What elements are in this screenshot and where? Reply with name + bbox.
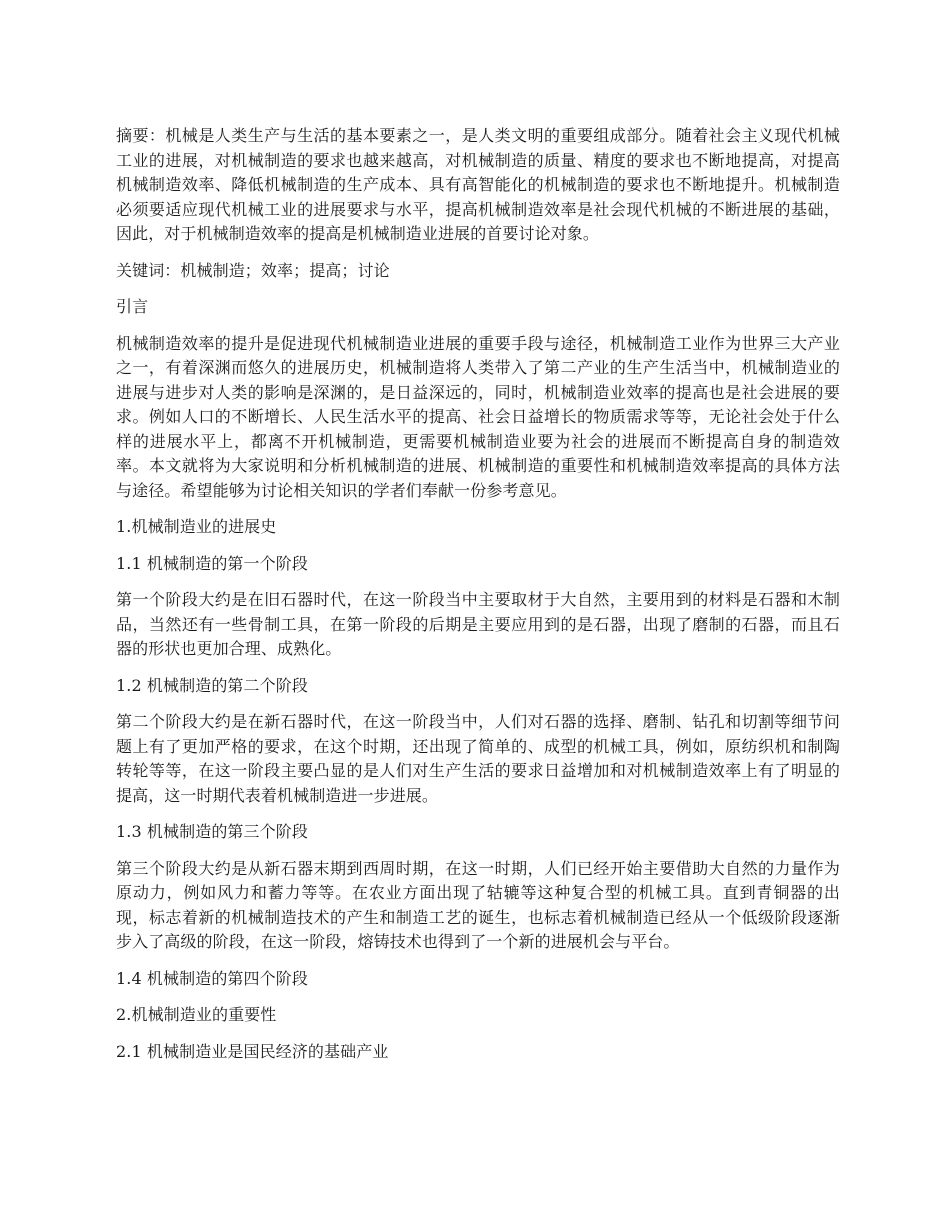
section-2-heading: 2.机械制造业的重要性 [116, 1005, 277, 1024]
section-1-3-heading: 1.3 机械制造的第三个阶段 [116, 822, 308, 841]
intro-paragraph: 机械制造效率的提升是促进现代机械制造业进展的重要手段与途径，机械制造工业作为世界三大产业之一，有着深渊而悠久的进展历史，机械制造将人类带入了第二产业的生产生活当中，机械制造业的进展与进步对人类的影响是深渊的，是日益深远的，同时，机械制造业效率的提高也是社会进展的要求。例如人口的不断增长、人民生活水平的提高、社会日益增长的物质需求等等，无论社会处于什么样的进展水平上，都离不开机械制造，更需要机械制造业要为社会的进展而不断提高自身的制造效率。本文就将为大家说明和分析机械制造的进展、机械制造的重要性和机械制造效率提高的具体方法与途径。希望能够为讨论相关知识的学者们奉献一份参考意见。 [116, 333, 840, 500]
section-1-2-paragraph: 第二个阶段大约是在新石器时代，在这一阶段当中，人们对石器的选择、磨制、钻孔和切割等细节问题上有了更加严格的要求，在这个时期，还出现了简单的、成型的机械工具，例如，原纺织机和制陶转轮等等，在这一阶段主要凸显的是人们对生产生活的要求日益增加和对机械制造效率上有了明显的提高，这一时期代表着机械制造进一步进展。 [116, 712, 840, 805]
document-page [116, 124, 840, 1076]
section-1-4-heading: 1.4 机械制造的第四个阶段 [116, 968, 308, 988]
section-1-3-paragraph: 第三个阶段大约是从新石器末期到西周时期，在这一时期，人们已经开始主要借助大自然的力量作为原动力，例如风力和蓄力等等。在农业方面出现了轱辘等这种复合型的机械工具。直到青铜器的出现，标志着新的机械制造技术的产生和制造工艺的诞生，也标志着机械制造已经从一个低级阶段逐渐步入了高级的阶段，在这一阶段，熔铸技术也得到了一个新的进展机会与平台。 [116, 858, 840, 951]
section-1-1-paragraph: 第一个阶段大约是在旧石器时代，在这一阶段当中主要取材于大自然，主要用到的材料是石器和木制品，当然还有一些骨制工具，在第一阶段的后期是主要应用到的是石器，出现了磨制的石器，而且石器的形状也更加合理、成熟化。 [116, 590, 840, 658]
intro-heading: 引言 [116, 297, 149, 316]
section-1-heading: 1.机械制造业的进展史 [116, 517, 277, 536]
keywords-line: 关键词：机械制造；效率；提高；讨论 [116, 260, 390, 280]
section-2-1-heading: 2.1 机械制造业是国民经济的基础产业 [116, 1041, 389, 1061]
section-1-1-heading: 1.1 机械制造的第一个阶段 [116, 553, 308, 573]
abstract-paragraph: 摘要：机械是人类生产与生活的基本要素之一，是人类文明的重要组成部分。随着社会主义现代机械工业的进展，对机械制造的要求也越来越高，对机械制造的质量、精度的要求也不断地提高，对提高机械制造效率、降低机械制造的生产成本、具有高智能化的机械制造的要求也不断地提升。机械制造必须要适应现代机械工业的进展要求与水平，提高机械制造效率是社会现代机械的不断进展的基础，因此，对于机械制造效率的提高是机械制造业进展的首要讨论对象。 [116, 126, 840, 243]
section-1-2-heading: 1.2 机械制造的第二个阶段 [116, 675, 308, 695]
